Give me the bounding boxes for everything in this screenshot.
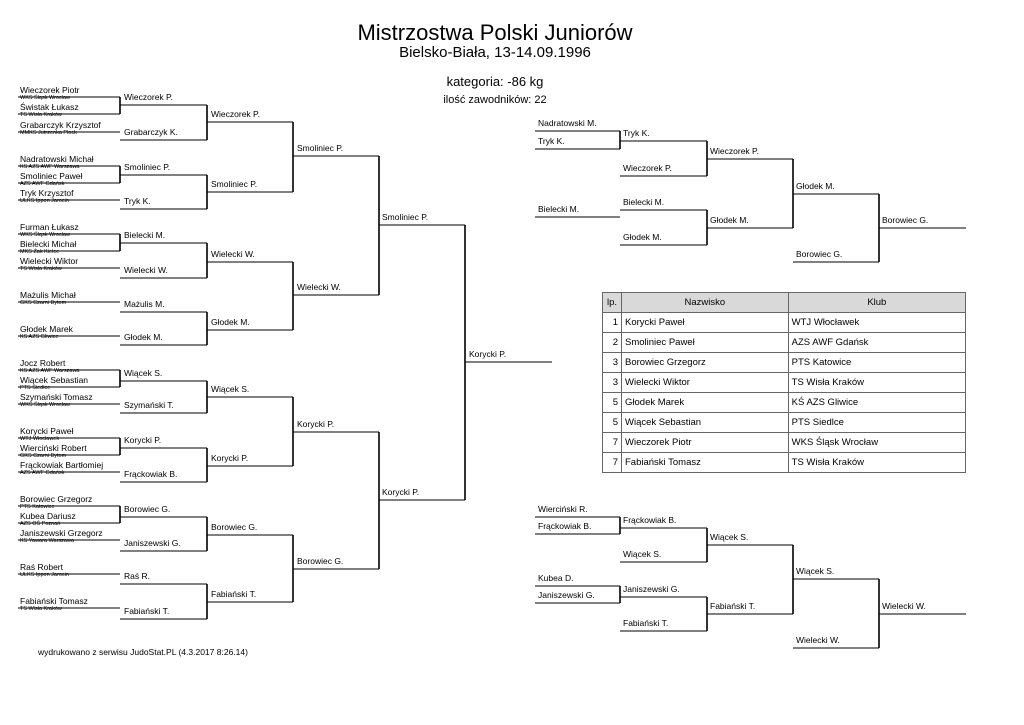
competitor-name: Kubea Dariusz — [20, 511, 76, 521]
repechage-top-entry: Bielecki M. — [623, 197, 665, 207]
repechage-top-entry: Wieczorek P. — [623, 163, 672, 173]
result-place: 7 — [603, 453, 622, 473]
repechage-bottom-entry: Janiszewski G. — [623, 584, 680, 594]
result-club: TS Wisła Kraków — [788, 373, 965, 393]
competitor-name: Jocz Robert — [20, 358, 66, 368]
round2-winner: Głodek M. — [211, 317, 250, 327]
repechage-bottom-entry: Frąckowiak B. — [538, 521, 592, 531]
competitor-club: AZS OŚ Poznań — [20, 521, 61, 527]
competitor-club: TS Wisła Kraków — [20, 266, 62, 272]
round3-winner: Smoliniec P. — [297, 143, 344, 153]
repechage-top-entry: Bielecki M. — [538, 204, 580, 214]
competitor-name: Raś Robert — [20, 562, 63, 572]
result-name: Wielecki Wiktor — [622, 373, 789, 393]
competitor-club: ULKS Ippon Jarocin — [20, 572, 69, 578]
result-name: Korycki Paweł — [622, 313, 789, 333]
result-name: Wiącek Sebastian — [622, 413, 789, 433]
repechage-top-entry: Wieczorek P. — [710, 146, 759, 156]
round4-winner: Korycki P. — [382, 487, 420, 497]
round3-winner: Wielecki W. — [297, 282, 341, 292]
repechage-top-entry: Głodek M. — [623, 232, 662, 242]
competitor-club: ULKS Ippon Jarocin — [20, 198, 69, 204]
repechage-bottom-entry: Frąckowiak B. — [623, 515, 677, 525]
competitor-name: Bielecki Michał — [20, 239, 77, 249]
round1-winner: Frąckowiak B. — [124, 469, 178, 479]
competitor-name: Fabiański Tomasz — [20, 596, 88, 606]
repechage-bottom-entry: Janiszewski G. — [538, 590, 595, 600]
competitor-name: Furman Łukasz — [20, 222, 79, 232]
round1-winner: Tryk K. — [124, 196, 151, 206]
competitor-name: Nadratowski Michał — [20, 154, 94, 164]
round2-winner: Borowiec G. — [211, 522, 258, 532]
results-row — [603, 353, 966, 373]
result-name: Smoliniec Paweł — [622, 333, 789, 353]
page-title: Mistrzostwa Polski Juniorów — [357, 20, 633, 45]
competitor-name: Wierciński Robert — [20, 443, 87, 453]
round1-winner: Grabarczyk K. — [124, 127, 178, 137]
competitor-club: WKS Śląsk Wrocław — [20, 232, 71, 238]
repechage-bottom-entry: Wiącek S. — [796, 566, 835, 576]
weight-category: kategoria: -86 kg — [446, 74, 544, 89]
competitor-club: KS AZS AWF Warszawa — [20, 368, 80, 374]
result-club: TS Wisła Kraków — [788, 453, 965, 473]
competitor-club: MKS Żak Kielce — [20, 249, 60, 255]
footer-note: wydrukowano z serwisu JudoStat.PL (4.3.2017 8:26.14) — [38, 647, 248, 657]
repechage-bottom-entry: Wielecki W. — [882, 601, 926, 611]
repechage-bottom-entry: Fabiański T. — [623, 618, 669, 628]
repechage-bottom-entry: Fabiański T. — [710, 601, 756, 611]
results-header-club: Klub — [788, 293, 965, 313]
final-winner: Korycki P. — [469, 349, 507, 359]
repechage-bottom-entry: Wiącek S. — [623, 549, 662, 559]
repechage-bottom-entry: Kubea D. — [538, 573, 574, 583]
round1-winner: Wieczorek P. — [124, 92, 173, 102]
result-place: 2 — [603, 333, 622, 353]
result-place: 5 — [603, 393, 622, 413]
repechage-top-entry: Borowiec G. — [796, 249, 843, 259]
competitor-name: Tryk Krzysztof — [20, 188, 74, 198]
competitor-name: Szymański Tomasz — [20, 392, 93, 402]
repechage-top-entry: Tryk K. — [623, 128, 650, 138]
round1-winner: Borowiec G. — [124, 504, 171, 514]
competitor-club: WKS Śląsk Wrocław — [20, 95, 71, 101]
results-table — [602, 292, 966, 473]
result-name: Głodek Marek — [622, 393, 789, 413]
round1-winner: Głodek M. — [124, 332, 163, 342]
repechage-bottom-entry: Wielecki W. — [796, 635, 840, 645]
results-row — [603, 453, 966, 473]
round2-winner: Fabiański T. — [211, 589, 257, 599]
competitor-name: Głodek Marek — [20, 324, 73, 334]
results-row — [603, 413, 966, 433]
competitor-name: Świstak Łukasz — [20, 102, 79, 112]
competitor-count: ilość zawodników: 22 — [443, 94, 547, 106]
round1-winner: Bielecki M. — [124, 230, 166, 240]
competitor-club: KS AZS AWF Warszawa — [20, 164, 80, 170]
competitor-name: Mażulis Michał — [20, 290, 76, 300]
result-name: Wieczorek Piotr — [622, 433, 789, 453]
result-place: 1 — [603, 313, 622, 333]
results-row — [603, 393, 966, 413]
repechage-top-entry: Tryk K. — [538, 136, 565, 146]
results-row — [603, 333, 966, 353]
round2-winner: Wielecki W. — [211, 249, 255, 259]
competitor-club: TS Wisła Kraków — [20, 112, 62, 118]
results-row — [603, 433, 966, 453]
competitor-name: Janiszewski Grzegorz — [20, 528, 103, 538]
competitor-name: Korycki Paweł — [20, 426, 74, 436]
round4-winner: Smoliniec P. — [382, 212, 429, 222]
competitor-club: KS Yawara Warszawa — [20, 538, 75, 544]
competitor-club: PTS Katowice — [20, 504, 55, 510]
competitor-club: WKS Śląsk Wrocław — [20, 402, 71, 408]
competitor-name: Grabarczyk Krzysztof — [20, 120, 101, 130]
round1-winner: Mażulis M. — [124, 299, 165, 309]
page-subtitle: Bielsko-Biała, 13-14.09.1996 — [399, 44, 591, 61]
result-place: 7 — [603, 433, 622, 453]
results-row — [603, 373, 966, 393]
repechage-top-entry: Nadratowski M. — [538, 118, 597, 128]
competitor-club: GKS Czarni Bytom — [20, 300, 67, 306]
result-club: WTJ Włocławek — [788, 313, 965, 333]
repechage-bottom-entry: Wiącek S. — [710, 532, 749, 542]
round1-winner: Smoliniec P. — [124, 162, 171, 172]
round1-winner: Wiącek S. — [124, 368, 163, 378]
competitor-club: PTS Siedlce — [20, 385, 51, 391]
round1-winner: Korycki P. — [124, 435, 162, 445]
competitor-club: TS Wisła Kraków — [20, 606, 62, 612]
result-club: PTS Katowice — [788, 353, 965, 373]
round1-winner: Szymański T. — [124, 400, 174, 410]
competitor-name: Borowiec Grzegorz — [20, 494, 93, 504]
round2-winner: Smoliniec P. — [211, 179, 258, 189]
result-place: 3 — [603, 373, 622, 393]
result-club: WKS Śląsk Wrocław — [788, 433, 965, 453]
results-row — [603, 313, 966, 333]
results-header-name: Nazwisko — [622, 293, 789, 313]
repechage-top-entry: Głodek M. — [796, 181, 835, 191]
repechage-top-entry: Borowiec G. — [882, 215, 929, 225]
results-header-place: lp. — [603, 293, 622, 313]
competitor-name: Smoliniec Paweł — [20, 171, 83, 181]
result-place: 3 — [603, 353, 622, 373]
round2-winner: Korycki P. — [211, 453, 249, 463]
round3-winner: Borowiec G. — [297, 556, 344, 566]
result-place: 5 — [603, 413, 622, 433]
results-header-row — [603, 293, 966, 313]
competitor-name: Wielecki Wiktor — [20, 256, 79, 266]
competitor-club: KS AZS Gliwice — [20, 334, 59, 340]
result-club: AZS AWF Gdańsk — [788, 333, 965, 353]
competitor-club: GKS Czarni Bytom — [20, 453, 67, 459]
result-name: Fabiański Tomasz — [622, 453, 789, 473]
competitor-club: WTJ Włocławek — [20, 436, 60, 442]
round2-winner: Wiącek S. — [211, 384, 250, 394]
competitor-name: Wiącek Sebastian — [20, 375, 89, 385]
round2-winner: Wieczorek P. — [211, 109, 260, 119]
result-name: Borowiec Grzegorz — [622, 353, 789, 373]
result-club: KŚ AZS Gliwice — [788, 393, 965, 413]
round1-winner: Wielecki W. — [124, 265, 168, 275]
repechage-top-entry: Głodek M. — [710, 215, 749, 225]
round1-winner: Janiszewski G. — [124, 538, 181, 548]
round1-winner: Fabiański T. — [124, 606, 170, 616]
competitor-club: AZS AWF Gdańsk — [20, 470, 65, 476]
competitor-name: Wieczorek Piotr — [20, 85, 80, 95]
result-club: PTS Siedlce — [788, 413, 965, 433]
competitor-club: MMKS Jutrzenka Płock — [20, 130, 77, 136]
competitor-club: AZS AWF Gdańsk — [20, 181, 65, 187]
repechage-bottom-entry: Wierciński R. — [538, 504, 588, 514]
competitor-name: Frąckowiak Bartłomiej — [20, 460, 104, 470]
round3-winner: Korycki P. — [297, 419, 335, 429]
round1-winner: Raś R. — [124, 571, 150, 581]
